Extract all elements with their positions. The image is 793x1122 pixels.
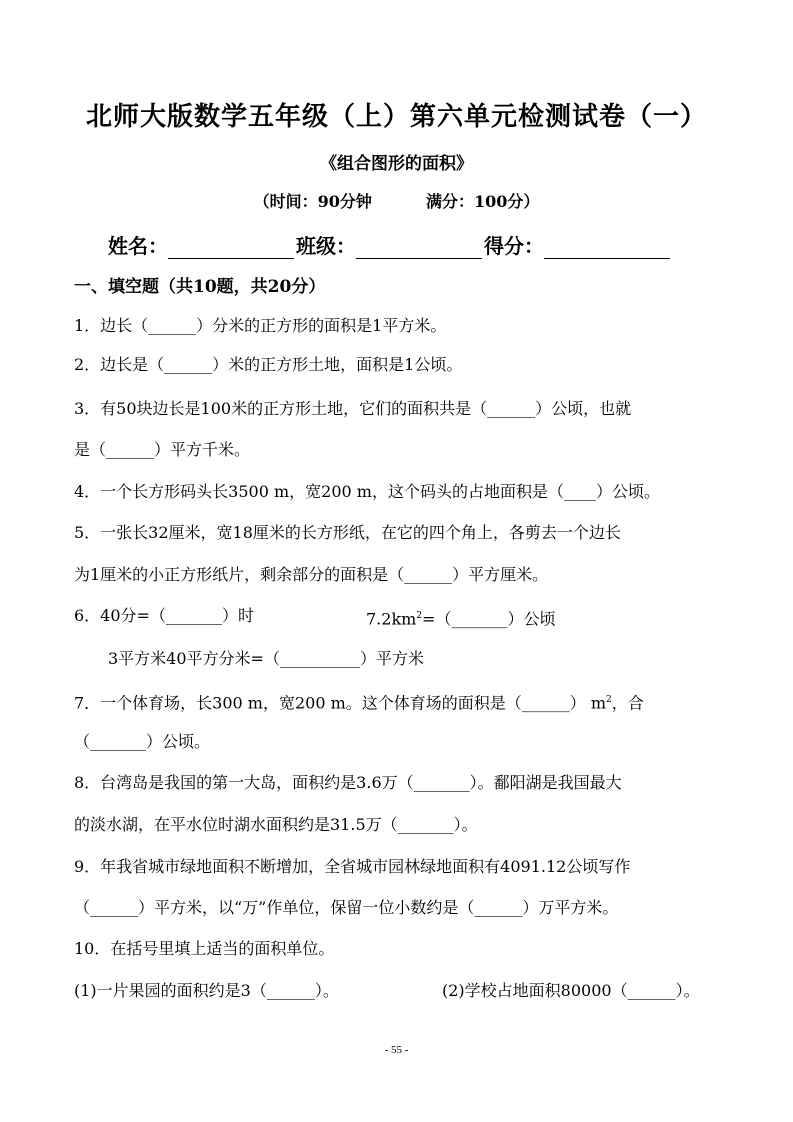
class-label: 班级： (296, 234, 356, 258)
q7-sup: 2 (606, 695, 612, 705)
question-10: 10．在括号里填上适当的面积单位。 (74, 939, 335, 958)
question-5-line-2: 为1厘米的小正方形纸片，剩余部分的面积是（______）平方厘米。 (74, 565, 549, 584)
question-9-line-1: 9．年我省城市绿地面积不断增加，全省城市园林绿地面积有4091.12公顷写作 (74, 857, 631, 876)
question-3-line-2: 是（______）平方千米。 (74, 440, 251, 459)
page-subtitle: 《组合图形的面积》 (320, 154, 473, 174)
score-label: 得分： (484, 234, 544, 258)
question-1: 1．边长（______）分米的正方形的面积是1平方米。 (74, 316, 447, 335)
name-blank[interactable] (168, 238, 294, 259)
question-10-part-1: (1)一片果园的面积约是3（______）。 (74, 981, 339, 1000)
score-blank[interactable] (544, 238, 670, 259)
question-9-line-2: （______）平方米，以“万”作单位，保留一位小数约是（______）万平方米。 (74, 898, 619, 917)
question-7-line-2: （_______）公顷。 (74, 732, 211, 751)
time-limit: （时间：90分钟 (253, 192, 372, 211)
page-title: 北师大版数学五年级（上）第六单元检测试卷（一） (85, 102, 707, 132)
name-label: 姓名： (108, 234, 168, 258)
question-3-line-1: 3．有50块边长是100米的正方形土地，它们的面积共是（______）公顷，也就 (74, 399, 632, 418)
student-info-line (108, 230, 672, 259)
question-10-part-2: (2)学校占地面积80000（______）。 (442, 981, 700, 1000)
q6-b-post: =（_______）公顷 (422, 609, 556, 629)
question-5-line-1: 5．一张长32厘米，宽18厘米的长方形纸，在它的四个角上，各剪去一个边长 (74, 523, 621, 542)
q7-pre: 7．一个体育场，长300 m，宽200 m。这个体育场的面积是（______） m (74, 693, 607, 713)
question-6-b (366, 606, 555, 629)
full-score: 满分：100分） (425, 192, 540, 211)
question-4: 4．一个长方形码头长3500 m，宽200 m，这个码头的占地面积是（____）公顷。 (74, 482, 660, 501)
question-7-line-1 (74, 690, 644, 713)
time-score-line (0, 189, 793, 212)
section-heading: 一、填空题（共10题，共20分） (74, 277, 326, 297)
q7-post: ，合 (611, 693, 644, 713)
page-number: - 55 - (384, 1044, 409, 1056)
q6-b-pre: 7.2km (366, 609, 417, 629)
question-6-c: 3平方米40平方分米=（__________）平方米 (108, 649, 424, 668)
q6-b-sup: 2 (416, 611, 423, 621)
question-8-line-2: 的淡水湖，在平水位时湖水面积约是31.5万（_______）。 (74, 815, 478, 834)
question-6-a: 6．40分=（_______）时 (74, 606, 254, 625)
question-2: 2．边长是（______）米的正方形土地，面积是1公顷。 (74, 355, 463, 374)
class-blank[interactable] (356, 238, 482, 259)
question-8-line-1: 8．台湾岛是我国的第一大岛，面积约是3.6万（_______）。鄱阳湖是我国最大 (74, 773, 622, 792)
